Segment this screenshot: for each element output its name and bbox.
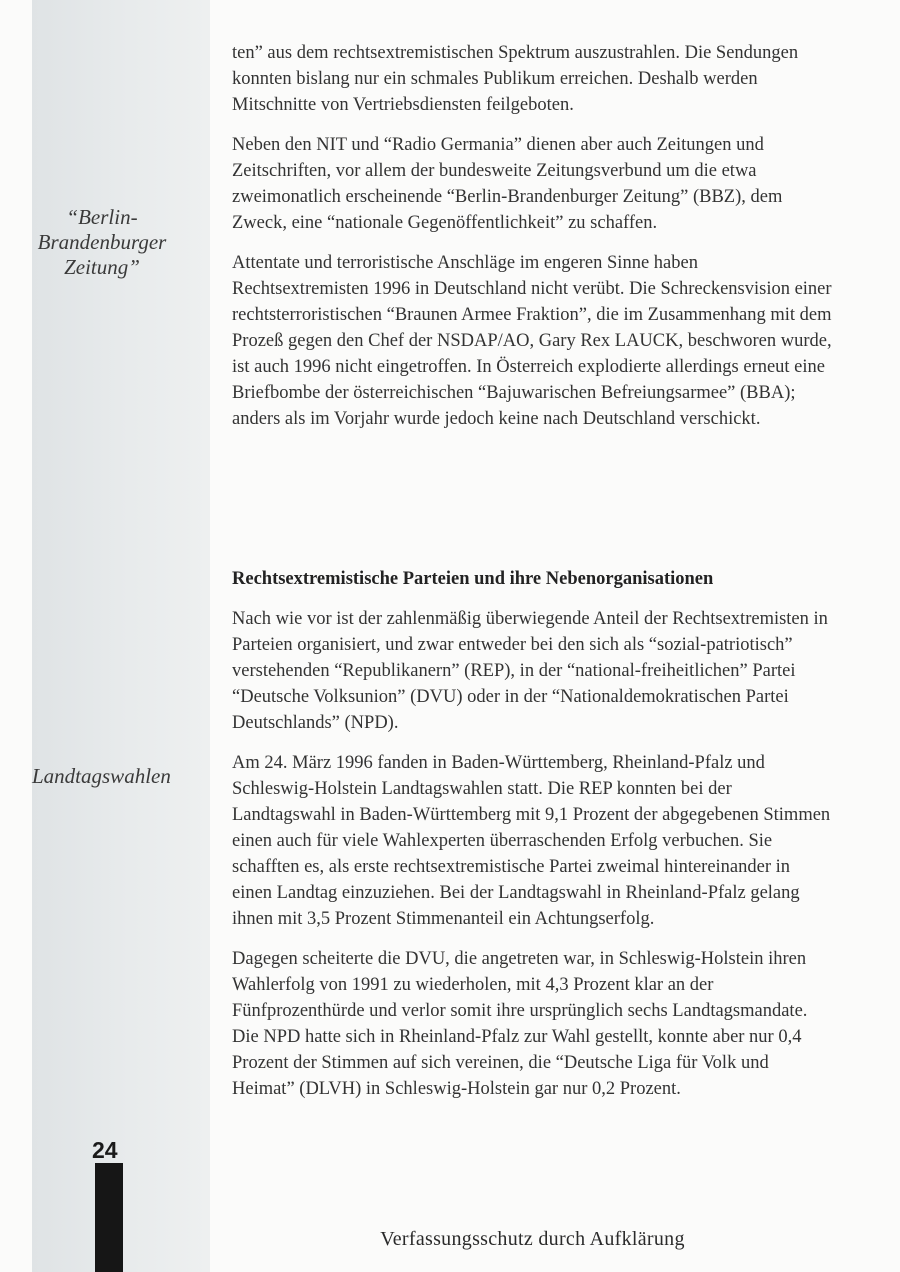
paragraph: Attentate und terroristische Anschläge im engeren Sinne haben Rechtsextremisten 1996 in Deutschland nicht verübt. Die Schreckensvision einer rechtsterroristischen “Braunen Armee Fraktion”, die im Zusammenhang mit dem Prozeß gegen den Chef der NSDAP/AO, Gary Rex LAUCK, beschworen wurde, ist auch 1996 nicht eingetroffen. In Österreich explodierte allerdings erneut eine Briefbombe der österreichischen “Bajuwarischen Befreiungsarmee” (BBA); anders als im Vorjahr wurde jedoch keine nach Deutschland verschickt. [232, 253, 832, 429]
paragraph: Am 24. März 1996 fanden in Baden-Württemberg, Rheinland-Pfalz und Schleswig-Holstein Landtagswahlen statt. Die REP konnten bei der Landtagswahl in Baden-Württemberg mit 9,1 Prozent der abgegebenen Stimmen einen auch für viele Wahlexperten überraschenden Erfolg verbuchen. Sie schafften es, als erste rechtsextremistische Partei zweimal hintereinander in einen Landtag einzuziehen. Bei der Landtagswahl in Rheinland-Pfalz gelang ihnen mit 3,5 Prozent Stimmenanteil ein Achtungserfolg. [232, 753, 831, 929]
margin-note-landtagswahlen: Landtagswahlen [32, 764, 171, 788]
margin-note-berlin-brandenburger-zeitung [34, 205, 170, 280]
margin-note-line: Brandenburger [37, 230, 167, 254]
margin-note-line: “Berlin- [66, 205, 138, 229]
body-text-bottom [232, 606, 832, 1116]
section-heading: Rechtsextremistische Parteien und ihre Nebenorganisationen [232, 569, 714, 589]
page-footer: Verfassungsschutz durch Aufklärung [380, 1228, 685, 1250]
body-text-top [232, 40, 832, 446]
margin-strip [32, 0, 210, 1272]
margin-note-line: Zeitung” [64, 255, 140, 279]
paragraph: Nach wie vor ist der zahlenmäßig überwiegende Anteil der Rechtsextremisten in Parteien organisiert, und zwar entweder bei den sich als “sozial-patriotisch” verstehenden “Republikanern” (REP), in der “national-freiheitlichen” Partei “Deutsche Volksunion” (DVU) oder in der “Nationaldemokratischen Partei Deutschlands” (NPD). [232, 609, 828, 733]
paragraph: ten” aus dem rechtsextremistischen Spektrum auszustrahlen. Die Sendungen konnten bislang nur ein schmales Publikum erreichen. Deshalb werden Mitschnitte von Vertriebsdiensten feilgeboten. [232, 43, 799, 115]
page-number-bar [95, 1163, 123, 1272]
paragraph: Neben den NIT und “Radio Germania” dienen aber auch Zeitungen und Zeitschriften, vor allem der bundesweite Zeitungsverbund um die etwa zweimonatlich erscheinende “Berlin-Brandenburger Zeitung” (BBZ), dem Zweck, eine “nationale Gegenöffentlichkeit” zu schaffen. [232, 135, 783, 233]
paragraph: Dagegen scheiterte die DVU, die angetreten war, in Schleswig-Holstein ihren Wahlerfolg von 1991 zu wiederholen, mit 4,3 Prozent klar an der Fünfprozenthürde und verlor somit ihre ursprünglich sechs Landtagsmandate. Die NPD hatte sich in Rheinland-Pfalz zur Wahl gestellt, konnte aber nur 0,4 Prozent der Stimmen auf sich vereinen, die “Deutsche Liga für Volk und Heimat” (DLVH) in Schleswig-Holstein gar nur 0,2 Prozent. [232, 949, 808, 1099]
page-number: 24 [92, 1137, 118, 1163]
